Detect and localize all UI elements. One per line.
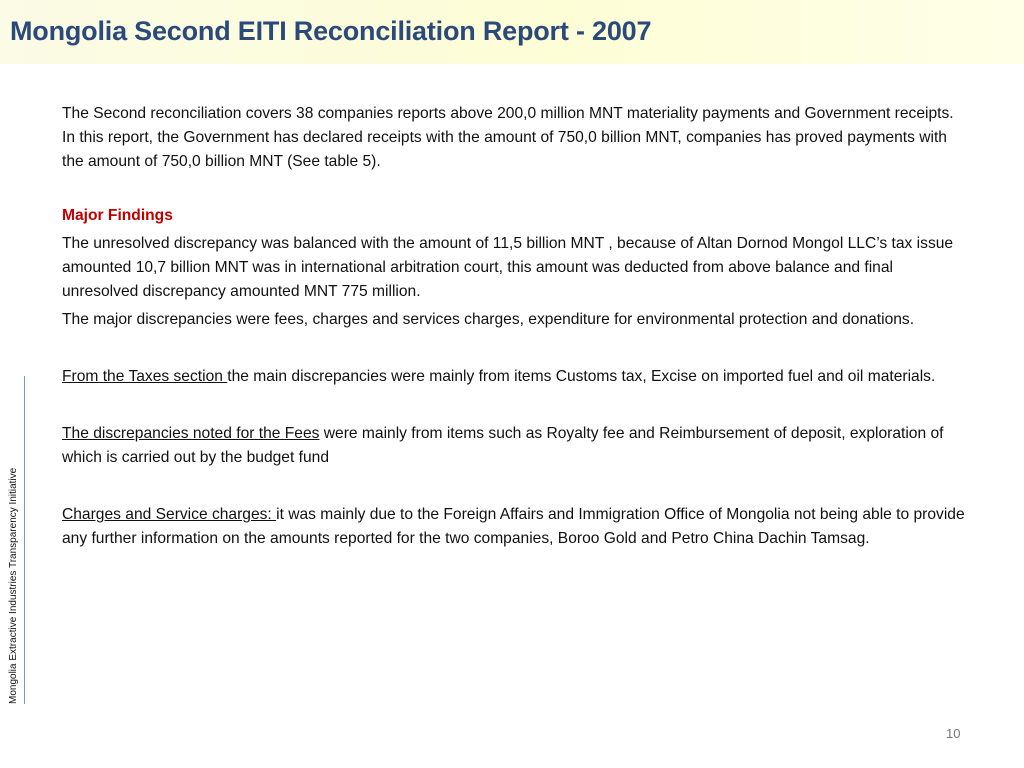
charges-text: it was mainly due to the Foreign Affairs and Immigration Office of Mongolia not being able to provide any further information on the amounts reported for the two companies, Boroo Gold and Petro China Dachin Tamsag.	[62, 506, 965, 547]
fees-text: were mainly from items such as Royalty fee and Reimbursement of deposit, exploration of which is carried out by the budget fund	[62, 425, 944, 466]
slide-body	[62, 102, 967, 551]
side-label: Mongolia Extractive Industries Transparency Initiative	[8, 467, 19, 704]
side-label-area	[0, 376, 24, 704]
fees-paragraph	[62, 422, 967, 470]
charges-lead: Charges and Service charges:	[62, 506, 277, 523]
intro-paragraph: The Second reconciliation covers 38 companies reports above 200,0 million MNT materiality payments and Government receipts. In this report, the Government has declared receipts with the amount of 750,0 billion MNT, companies has proved payments with the amount of 750,0 billion MNT (See table 5).	[62, 105, 954, 170]
page-title: Mongolia Second EITI Reconciliation Report - 2007	[10, 16, 652, 46]
taxes-lead: From the Taxes section	[62, 368, 228, 385]
fees-lead: The discrepancies noted for the Fees	[62, 425, 320, 442]
taxes-paragraph	[62, 365, 967, 389]
charges-paragraph	[62, 503, 967, 551]
findings-heading: Major Findings	[62, 207, 173, 224]
side-divider	[24, 376, 25, 704]
finding-paragraph-1: The unresolved discrepancy was balanced with the amount of 11,5 billion MNT , because of Altan Dornod Mongol LLC’s tax issue amounted 10,7 billion MNT was in international arbitration court, this amount was deducted from above balance and final unresolved discrepancy amounted MNT 775 million.	[62, 235, 954, 300]
taxes-text: the main discrepancies were mainly from items Customs tax, Excise on imported fuel and oil materials.	[227, 368, 936, 385]
finding-paragraph-2: The major discrepancies were fees, charges and services charges, expenditure for environmental protection and donations.	[62, 311, 915, 328]
page-number: 10	[946, 726, 961, 741]
